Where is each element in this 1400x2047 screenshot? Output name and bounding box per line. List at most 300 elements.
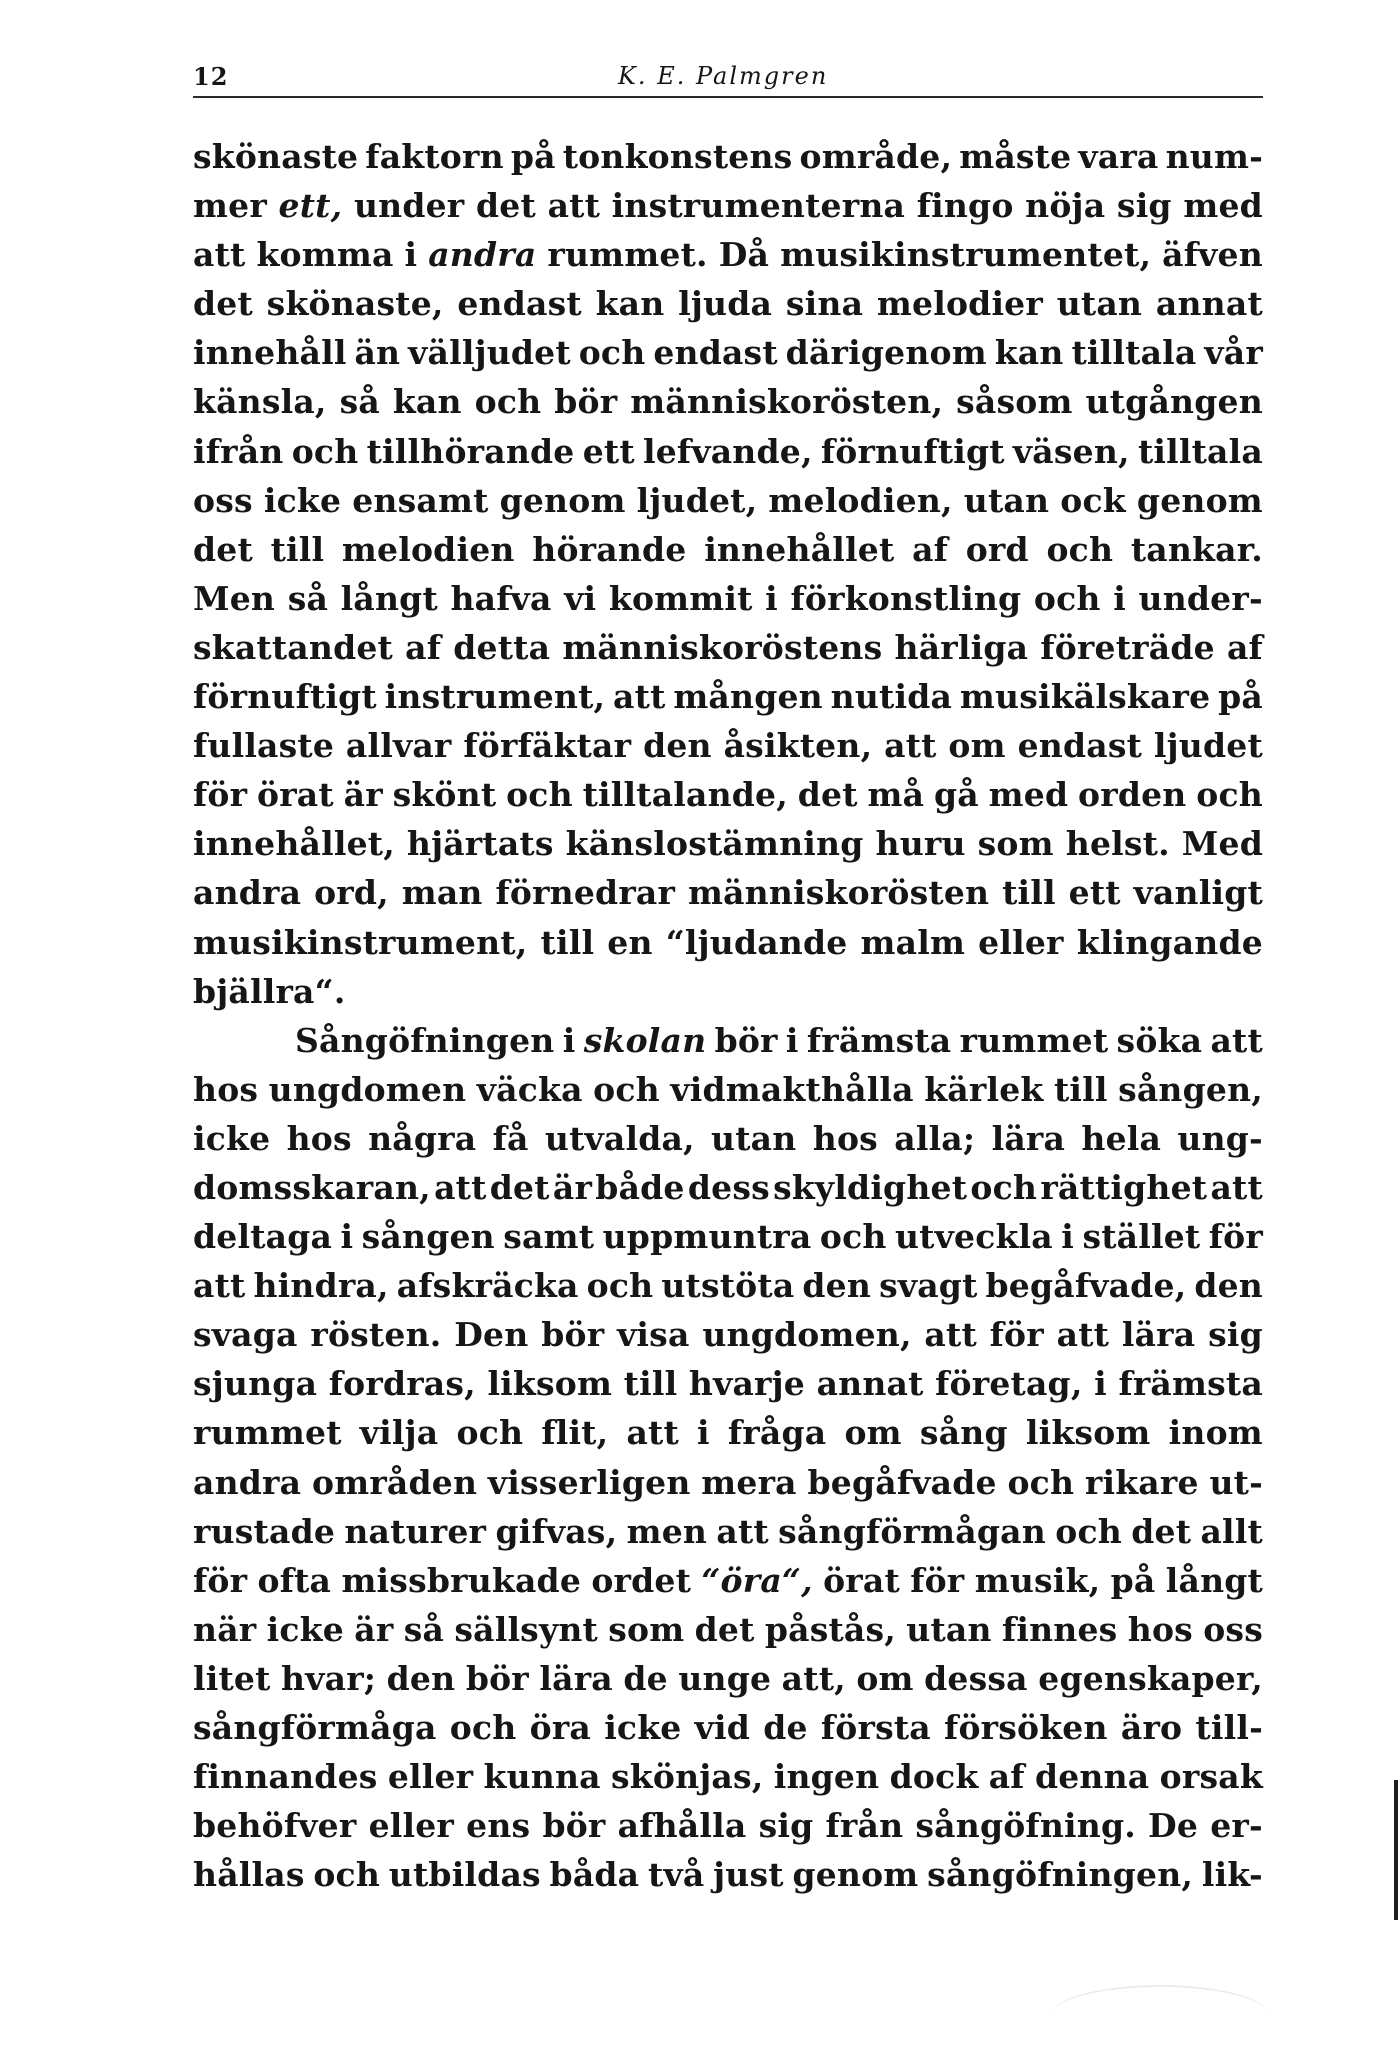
word: lefvande, — [643, 431, 813, 471]
word: från — [825, 1806, 904, 1846]
word: allvar — [345, 726, 452, 766]
word: vi — [564, 578, 597, 618]
word: “öra“, — [701, 1560, 813, 1600]
word: och — [474, 382, 542, 422]
word: ingen — [773, 1757, 880, 1797]
word: i — [1113, 578, 1126, 618]
word: örat — [257, 775, 334, 815]
word: att — [884, 726, 937, 766]
text-line — [193, 328, 1263, 377]
word: hållas — [193, 1855, 305, 1895]
word: svaga — [193, 1315, 298, 1355]
word: och — [586, 1266, 654, 1306]
word: musikinstrumentet, — [780, 235, 1152, 275]
word: förnuftigt — [820, 431, 1005, 471]
word: utgången — [1085, 382, 1263, 422]
word: sång — [919, 1413, 1008, 1453]
text-line — [193, 377, 1263, 426]
word: genom — [792, 1855, 919, 1895]
word: första — [820, 1708, 931, 1747]
word: fullaste — [193, 726, 335, 766]
word: på — [1110, 1560, 1156, 1600]
word: alla; — [894, 1118, 976, 1158]
word: människoröstens — [562, 627, 883, 667]
word: instrument, — [384, 677, 606, 717]
word: hindra, — [253, 1266, 389, 1306]
word: om — [844, 1413, 902, 1453]
word: komma — [256, 235, 394, 275]
word: till — [270, 529, 325, 569]
word: rummet. — [547, 235, 708, 275]
word: för — [910, 1560, 965, 1600]
header-rule — [193, 96, 1263, 98]
word: svagt — [879, 1266, 978, 1306]
word: och — [593, 1069, 660, 1109]
word: eller — [368, 1806, 455, 1846]
word: icke — [193, 1118, 271, 1158]
word: Men — [193, 578, 276, 618]
word: mången — [673, 677, 823, 717]
word: är — [354, 1609, 394, 1649]
word: i — [1061, 1217, 1075, 1257]
word: om — [856, 1658, 914, 1698]
word: af — [988, 1757, 1025, 1797]
word: rättighet — [1040, 1167, 1208, 1207]
word: för — [193, 775, 248, 815]
word: med — [1183, 186, 1263, 226]
word: hjärtats — [406, 824, 554, 864]
word: ett — [582, 431, 635, 471]
word: samt — [503, 1217, 595, 1257]
word: det — [797, 775, 858, 815]
word: det — [1131, 1511, 1192, 1551]
word: mer — [193, 186, 267, 226]
word: främsta — [806, 1020, 952, 1060]
word: sången — [361, 1217, 495, 1257]
word: vår — [1204, 333, 1263, 373]
word: och — [449, 1708, 517, 1747]
word: i — [697, 1413, 710, 1453]
word: skönaste — [193, 137, 359, 176]
word: musik, — [974, 1560, 1101, 1600]
word: att — [547, 186, 601, 226]
word: fingo — [916, 186, 1014, 226]
word: kan — [994, 333, 1064, 373]
word: begåfvade — [807, 1462, 997, 1502]
text-line — [193, 181, 1263, 230]
word: men — [626, 1511, 708, 1551]
word: för — [193, 1560, 248, 1600]
text-line — [193, 721, 1263, 770]
word: gå — [933, 775, 979, 815]
word: fråga — [727, 1413, 827, 1453]
word: och — [313, 1855, 381, 1895]
word: uppmuntra — [602, 1217, 812, 1257]
word: vid — [694, 1708, 751, 1747]
word: malm — [860, 922, 966, 962]
word: skönt — [392, 775, 497, 815]
text-line — [193, 967, 1263, 1016]
word: dessa — [924, 1658, 1028, 1698]
word: förkonstling — [790, 578, 1022, 618]
word: faktorn — [365, 137, 504, 176]
word: innehållet — [704, 529, 895, 569]
word: på — [510, 137, 556, 176]
word: hvar; — [281, 1658, 377, 1698]
word: tillhörande — [366, 431, 575, 471]
word: utan — [1056, 284, 1143, 324]
word: och — [970, 1167, 1038, 1207]
word: annat — [816, 1364, 924, 1404]
word: människorösten — [687, 873, 990, 913]
word: genom — [1136, 480, 1263, 520]
word: att — [613, 677, 666, 717]
text-line — [193, 132, 1263, 181]
word: och — [1033, 578, 1101, 618]
word: företräde — [1040, 627, 1215, 667]
text-line — [193, 1359, 1263, 1408]
word: “ljudande — [665, 922, 848, 962]
word: bör — [554, 382, 618, 422]
word: just — [713, 1855, 784, 1895]
word: ord, — [314, 873, 389, 913]
word: under — [353, 186, 465, 226]
word: afskräcka — [396, 1266, 579, 1306]
word: innehållet, — [193, 824, 395, 864]
word: ord — [965, 529, 1029, 569]
word: innehåll — [193, 333, 347, 373]
word: naturer — [344, 1511, 487, 1551]
word: bör — [541, 1315, 605, 1355]
word: melodien — [341, 529, 515, 569]
word: endast — [653, 333, 778, 373]
word: sig — [758, 1806, 814, 1846]
word: hos — [1127, 1609, 1193, 1649]
word: flit, — [541, 1413, 609, 1453]
body-text — [193, 132, 1263, 1899]
word: utan — [711, 1118, 797, 1158]
word: de — [623, 1658, 668, 1698]
word: vanligt — [1133, 873, 1263, 913]
word: melodier — [876, 284, 1043, 324]
word: ljuda — [678, 284, 773, 324]
word: såsom — [956, 382, 1073, 422]
text-line — [193, 1458, 1263, 1507]
word: allt — [1200, 1511, 1263, 1551]
text-line — [193, 1065, 1263, 1114]
word: eller — [387, 1757, 474, 1797]
word: i — [404, 235, 418, 275]
word: i — [765, 578, 778, 618]
word: det — [193, 284, 253, 324]
word: att — [924, 1315, 977, 1355]
word: endast — [457, 284, 582, 324]
word: långt — [1165, 1560, 1263, 1600]
text-line — [193, 279, 1263, 328]
word: härliga — [894, 627, 1029, 667]
word: med — [988, 775, 1069, 815]
word: två — [648, 1855, 705, 1895]
word: genom — [499, 480, 626, 520]
word: det — [489, 1167, 550, 1207]
word: ljudet, — [636, 480, 758, 520]
word: visserligen — [487, 1462, 691, 1502]
word: Med — [1181, 824, 1263, 864]
word: hafva — [450, 578, 552, 618]
text-line — [193, 525, 1263, 574]
text-line — [193, 1850, 1263, 1899]
word: andra — [193, 1462, 302, 1502]
word: i — [562, 1020, 576, 1060]
word: områden — [311, 1462, 478, 1502]
text-line — [193, 1605, 1263, 1654]
word: för — [989, 1315, 1044, 1355]
word: hos — [286, 1118, 352, 1158]
word: utvalda, — [544, 1118, 695, 1158]
word: missbrukade — [341, 1560, 582, 1600]
word: den — [802, 1266, 872, 1306]
word: utan — [963, 480, 1050, 520]
text-line — [193, 1507, 1263, 1556]
word: utan — [906, 1609, 992, 1649]
word: fordras, — [328, 1364, 476, 1404]
word: den — [643, 726, 712, 766]
word: till- — [1195, 1708, 1263, 1747]
word: om — [948, 726, 1006, 766]
word: kunna — [483, 1757, 601, 1797]
word: klingande — [1076, 922, 1263, 962]
word: kärlek — [924, 1069, 1044, 1109]
word: som — [608, 1609, 685, 1649]
word: Sångöfningen — [295, 1020, 555, 1060]
word: att — [193, 1266, 246, 1306]
word: gifvas, — [495, 1511, 618, 1551]
word: hos — [812, 1118, 878, 1158]
word: företag, — [935, 1364, 1083, 1404]
word: och — [819, 1217, 887, 1257]
word: måste — [959, 137, 1072, 176]
text-line — [193, 427, 1263, 476]
word: andra — [193, 873, 302, 913]
word: finnandes — [193, 1757, 378, 1797]
word: ung- — [1177, 1118, 1263, 1158]
word: utstöta — [661, 1266, 795, 1306]
word: väcka — [476, 1069, 583, 1109]
word: helst. — [1065, 824, 1170, 864]
word: vara — [1078, 137, 1159, 176]
word: och — [1046, 529, 1114, 569]
scan-watermark — [1050, 1985, 1270, 2047]
word: några — [368, 1118, 477, 1158]
word: känslostämning — [565, 824, 864, 864]
word: musikälskare — [959, 677, 1211, 717]
word: må — [867, 775, 925, 815]
word: försöken — [944, 1708, 1108, 1747]
word: ens — [466, 1806, 531, 1846]
text-line — [193, 574, 1263, 623]
word: oss — [1203, 1609, 1263, 1649]
word: öra — [529, 1708, 592, 1747]
word: sig — [1116, 186, 1172, 226]
text-line — [193, 1654, 1263, 1703]
word: så — [403, 1609, 445, 1649]
word: den — [1194, 1266, 1263, 1306]
word: långt — [340, 578, 438, 618]
word: musikinstrument, — [193, 922, 528, 962]
word: ensamt — [352, 480, 489, 520]
word: välljudet — [408, 333, 571, 373]
word: orden — [1078, 775, 1187, 815]
word: och — [291, 431, 359, 471]
word: unge — [678, 1658, 772, 1698]
text-line — [193, 1163, 1263, 1212]
word: att — [1056, 1315, 1110, 1355]
word: rummet — [193, 1413, 342, 1453]
word: tilltala — [1137, 431, 1263, 471]
word: och — [1196, 775, 1263, 815]
word: domsskaran, — [193, 1167, 431, 1207]
text-line — [193, 1408, 1263, 1457]
word: det — [694, 1609, 755, 1649]
text-line — [193, 819, 1263, 868]
word: äro — [1120, 1708, 1183, 1747]
word: känsla, — [193, 382, 327, 422]
word: skolan — [583, 1020, 707, 1060]
word: instrumenterna — [611, 186, 906, 226]
word: dock — [889, 1757, 979, 1797]
page-number: 12 — [193, 62, 229, 91]
word: skyldighet — [773, 1167, 968, 1207]
word: annat — [1155, 284, 1263, 324]
word: eller — [978, 922, 1064, 962]
word: det — [476, 186, 536, 226]
word: er- — [1210, 1806, 1263, 1846]
word: tilltalande, — [582, 775, 788, 815]
word: i — [340, 1217, 354, 1257]
word: bör — [542, 1806, 606, 1846]
word: lära — [539, 1658, 613, 1698]
text-line — [193, 1801, 1263, 1850]
word: till — [1053, 1069, 1108, 1109]
text-line — [193, 1212, 1263, 1261]
word: därigenom — [785, 333, 987, 373]
word: lära — [991, 1118, 1066, 1158]
word: orsak — [1159, 1757, 1263, 1797]
word: i — [1094, 1364, 1107, 1404]
word: att, — [781, 1658, 846, 1698]
scan-edge-mark — [1394, 1780, 1398, 1920]
word: ett, — [278, 186, 343, 226]
word: afhålla — [617, 1806, 747, 1846]
word: liksom — [1025, 1413, 1151, 1453]
word: skönaste, — [266, 284, 444, 324]
word: litet — [193, 1658, 271, 1698]
text-line — [193, 1703, 1263, 1752]
word: inom — [1168, 1413, 1263, 1453]
word: hörande — [532, 529, 687, 569]
word: att — [1210, 1020, 1263, 1060]
word: detta — [453, 627, 551, 667]
word: förnedrar — [495, 873, 676, 913]
word: de — [763, 1708, 808, 1747]
word: sångöfning. — [915, 1806, 1136, 1846]
word: och — [1055, 1511, 1122, 1551]
word: lära — [1121, 1315, 1196, 1355]
word: skönjas, — [611, 1757, 764, 1797]
word: sångförmåga — [193, 1708, 437, 1747]
text-line — [193, 1016, 1263, 1065]
word: sångförmågan — [778, 1511, 1046, 1551]
word: sina — [785, 284, 864, 324]
text-line — [193, 918, 1263, 967]
word: dess — [687, 1167, 770, 1207]
word: till — [540, 922, 595, 962]
word: människorösten, — [630, 382, 944, 422]
word: huru — [875, 824, 966, 864]
word: så — [339, 382, 380, 422]
word: oss — [193, 480, 253, 520]
text-line — [193, 1556, 1263, 1605]
word: förfäktar — [463, 726, 632, 766]
running-head: K. E. Palmgren — [618, 62, 829, 90]
page-header — [193, 58, 1263, 96]
text-line — [193, 476, 1263, 525]
word: icke — [266, 1609, 344, 1649]
word: ljudet — [1153, 726, 1263, 766]
word: hvarje — [688, 1364, 805, 1404]
word: rösten. — [310, 1315, 442, 1355]
word: nöja — [1025, 186, 1106, 226]
word: söka — [1116, 1020, 1203, 1060]
word: ifrån — [193, 431, 284, 471]
word: för — [1208, 1217, 1263, 1257]
word: sällsynt — [454, 1609, 598, 1649]
word: lik- — [1201, 1855, 1263, 1895]
word: är — [343, 775, 383, 815]
word: kan — [595, 284, 665, 324]
word: rikare — [1084, 1462, 1199, 1502]
word: förnuftigt — [193, 677, 377, 717]
word: num- — [1165, 137, 1263, 176]
word: i — [785, 1020, 799, 1060]
word: melodien, — [768, 480, 953, 520]
word: skattandet — [193, 627, 393, 667]
word: båda — [549, 1855, 640, 1895]
word: begåfvade, — [985, 1266, 1187, 1306]
word: åsikten, — [723, 726, 873, 766]
word: rustade — [193, 1511, 336, 1551]
word: vilja — [359, 1413, 439, 1453]
word: ett — [1068, 873, 1121, 913]
word: Då — [718, 235, 770, 275]
word: ut- — [1209, 1462, 1263, 1502]
word: och — [456, 1413, 524, 1453]
word: till — [1002, 873, 1056, 913]
word: när — [193, 1609, 257, 1649]
word: sångöfningen, — [927, 1855, 1194, 1895]
word: kommit — [608, 578, 753, 618]
word: af — [912, 529, 949, 569]
word: tankar. — [1130, 529, 1263, 569]
word: liksom — [487, 1364, 613, 1404]
word: tilltala — [1071, 333, 1197, 373]
word: ungdomen — [268, 1069, 467, 1109]
text-line — [193, 1114, 1263, 1163]
word: bör — [714, 1020, 778, 1060]
word: kan — [392, 382, 462, 422]
word: bör — [465, 1658, 529, 1698]
word: ofta — [257, 1560, 332, 1600]
